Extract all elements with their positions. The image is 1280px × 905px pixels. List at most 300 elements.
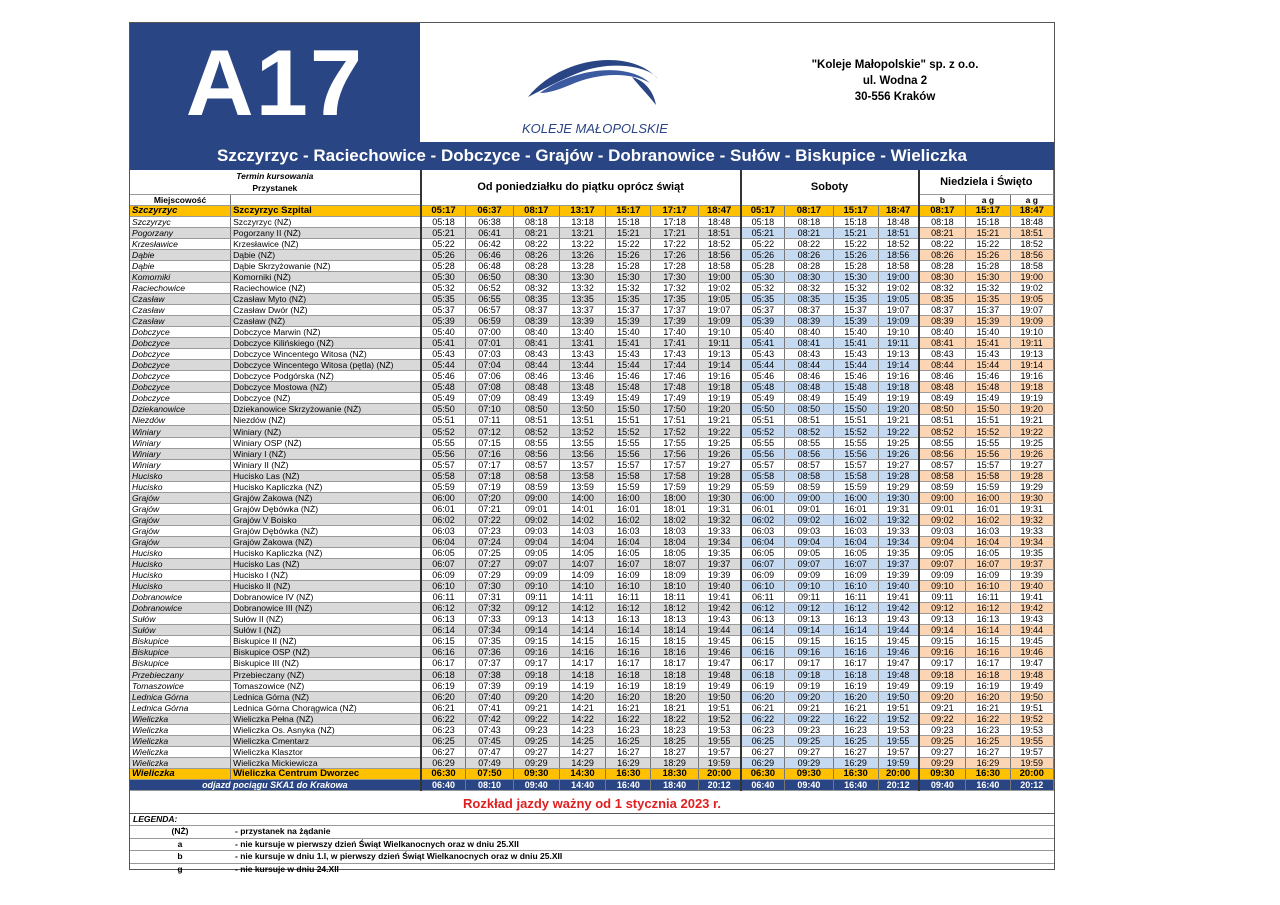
time-cell: 18:16 [651,647,698,658]
time-cell: 16:07 [833,559,878,570]
time-cell: 17:49 [651,393,698,404]
stop-cell: Biskupice III (NŻ) [231,658,421,669]
locality-cell: Dobczyce [130,327,231,338]
time-cell: 07:08 [466,382,513,393]
time-cell: 16:29 [966,757,1010,768]
time-cell: 15:58 [966,470,1010,481]
time-cell: 15:17 [833,205,878,216]
time-cell: 14:13 [559,614,605,625]
time-cell: 07:32 [466,603,513,614]
time-cell: 09:01 [513,503,559,514]
time-cell: 19:50 [698,691,740,702]
time-cell: 19:45 [698,636,740,647]
time-cell: 08:30 [785,271,833,282]
time-cell: 13:52 [559,426,605,437]
time-cell: 16:25 [606,735,651,746]
locality-cell: Wieliczka [130,724,231,735]
time-cell: 19:00 [1010,271,1053,282]
time-cell: 14:12 [559,603,605,614]
time-cell: 19:48 [698,669,740,680]
stop-cell: Biskupice OSP (NŻ) [231,647,421,658]
time-cell: 19:53 [878,724,918,735]
time-cell: 19:48 [878,669,918,680]
train-time-cell: 06:40 [421,779,466,790]
train-time-cell: 06:40 [741,779,785,790]
time-cell: 06:30 [421,768,466,779]
time-cell: 13:58 [559,470,605,481]
time-cell: 18:02 [651,514,698,525]
time-cell: 13:18 [559,216,605,227]
time-cell: 05:50 [421,404,466,415]
time-cell: 08:37 [513,304,559,315]
time-cell: 19:40 [878,581,918,592]
time-cell: 15:39 [606,316,651,327]
time-cell: 16:02 [606,514,651,525]
time-cell: 18:04 [651,536,698,547]
time-cell: 07:37 [466,658,513,669]
time-cell: 09:05 [785,548,833,559]
time-cell: 09:02 [513,514,559,525]
time-cell: 15:56 [606,448,651,459]
time-cell: 18:20 [651,691,698,702]
time-cell: 08:46 [785,371,833,382]
time-cell: 16:22 [606,713,651,724]
time-cell: 05:50 [741,404,785,415]
time-cell: 05:18 [421,216,466,227]
time-cell: 18:10 [651,581,698,592]
stop-cell: Winiary (NŻ) [231,426,421,437]
stop-cell: Winiary OSP (NŻ) [231,437,421,448]
time-cell: 06:03 [421,525,466,536]
time-cell: 16:13 [606,614,651,625]
stop-cell: Dąbie (NŻ) [231,249,421,260]
time-cell: 19:53 [698,724,740,735]
time-cell: 15:35 [966,293,1010,304]
locality-cell: Wieliczka [130,735,231,746]
time-cell: 18:15 [651,636,698,647]
time-cell: 17:40 [651,327,698,338]
logo-wordmark: KOLEJE MAŁOPOLSKIE [522,121,668,136]
time-cell: 18:21 [651,702,698,713]
time-cell: 15:43 [966,349,1010,360]
time-cell: 08:43 [513,349,559,360]
time-cell: 16:25 [833,735,878,746]
time-cell: 06:11 [741,592,785,603]
time-cell: 16:21 [606,702,651,713]
time-cell: 15:37 [966,304,1010,315]
time-cell: 19:18 [1010,382,1053,393]
time-cell: 08:41 [919,338,966,349]
time-cell: 09:18 [785,669,833,680]
time-cell: 07:30 [466,581,513,592]
time-cell: 15:52 [833,426,878,437]
time-cell: 06:30 [741,768,785,779]
locality-cell: Sułów [130,625,231,636]
time-cell: 09:22 [785,713,833,724]
time-cell: 14:09 [559,570,605,581]
time-cell: 19:49 [878,680,918,691]
time-cell: 18:18 [651,669,698,680]
time-cell: 15:59 [606,481,651,492]
time-cell: 15:57 [833,459,878,470]
time-cell: 09:02 [919,514,966,525]
time-cell: 19:47 [1010,658,1053,669]
time-cell: 19:59 [698,757,740,768]
time-cell: 18:13 [651,614,698,625]
stop-cell: Dobczyce (NŻ) [231,393,421,404]
time-cell: 05:40 [741,327,785,338]
locality-label: Miejscowość [130,194,231,205]
time-cell: 05:56 [421,448,466,459]
time-cell: 17:51 [651,415,698,426]
time-cell: 06:52 [466,282,513,293]
time-cell: 15:18 [833,216,878,227]
time-cell: 16:20 [606,691,651,702]
locality-cell: Szczyrzyc [130,205,231,216]
timetable-row [130,746,1054,757]
stop-cell: Dziekanowice Skrzyżowanie (NŻ) [231,404,421,415]
time-cell: 18:51 [698,227,740,238]
timetable-row [130,625,1054,636]
stop-cell: Hucisko II (NŻ) [231,581,421,592]
time-cell: 08:46 [513,371,559,382]
time-cell: 08:52 [785,426,833,437]
time-cell: 08:50 [919,404,966,415]
time-cell: 05:28 [421,260,466,271]
time-cell: 19:40 [698,581,740,592]
timetable-row [130,260,1054,271]
line-number: A17 [185,30,365,135]
time-cell: 15:59 [966,481,1010,492]
time-cell: 17:55 [651,437,698,448]
time-cell: 19:27 [698,459,740,470]
time-cell: 18:56 [698,249,740,260]
time-cell: 16:30 [833,768,878,779]
time-cell: 15:55 [833,437,878,448]
time-cell: 19:13 [878,349,918,360]
time-cell: 06:22 [421,713,466,724]
time-cell: 08:40 [513,327,559,338]
stop-cell: Wieliczka Mickiewicza [231,757,421,768]
time-cell: 15:50 [966,404,1010,415]
time-cell: 16:15 [606,636,651,647]
legend-text: - nie kursuje w dniu 1.I, w pierwszy dzień Świąt Wielkanocnych oraz w dniu 25.XII [235,851,563,861]
time-cell: 09:03 [919,525,966,536]
time-cell: 09:23 [513,724,559,735]
stop-cell: Lednica Górna (NŻ) [231,691,421,702]
time-cell: 09:02 [785,514,833,525]
time-cell: 17:28 [651,260,698,271]
locality-cell: Niezdów [130,415,231,426]
train-time-cell: 14:40 [559,779,605,790]
time-cell: 05:21 [741,227,785,238]
time-cell: 05:17 [421,205,466,216]
time-cell: 13:48 [559,382,605,393]
locality-cell: Dobranowice [130,592,231,603]
time-cell: 08:21 [513,227,559,238]
time-cell: 13:35 [559,293,605,304]
timetable-row [130,757,1054,768]
timetable-row [130,205,1054,216]
time-cell: 05:39 [741,316,785,327]
time-cell: 07:19 [466,481,513,492]
time-cell: 19:39 [1010,570,1053,581]
timetable-row [130,316,1054,327]
time-cell: 09:15 [785,636,833,647]
time-cell: 06:04 [421,536,466,547]
time-cell: 06:10 [741,581,785,592]
time-cell: 06:02 [421,514,466,525]
timetable-row [130,459,1054,470]
time-cell: 15:17 [606,205,651,216]
time-cell: 15:51 [606,415,651,426]
time-cell: 16:00 [833,492,878,503]
time-cell: 19:57 [878,746,918,757]
train-time-cell: 08:10 [466,779,513,790]
time-cell: 08:56 [919,448,966,459]
time-cell: 19:43 [1010,614,1053,625]
time-cell: 09:04 [513,536,559,547]
time-cell: 15:50 [833,404,878,415]
time-cell: 09:20 [785,691,833,702]
time-cell: 09:30 [919,768,966,779]
time-cell: 16:23 [833,724,878,735]
timetable-row [130,503,1054,514]
time-cell: 16:29 [606,757,651,768]
time-cell: 15:18 [606,216,651,227]
time-cell: 19:34 [1010,536,1053,547]
time-cell: 19:11 [878,338,918,349]
time-cell: 14:18 [559,669,605,680]
stop-cell: Hucisko Las (NŻ) [231,559,421,570]
legend-item [130,825,1054,838]
legend [130,813,1054,875]
time-cell: 14:14 [559,625,605,636]
time-cell: 06:27 [741,746,785,757]
time-cell: 05:44 [741,360,785,371]
stop-cell: Sułów I (NŻ) [231,625,421,636]
time-cell: 19:02 [878,282,918,293]
time-cell: 15:39 [966,316,1010,327]
time-cell: 18:25 [651,735,698,746]
time-cell: 19:10 [878,327,918,338]
time-cell: 19:22 [1010,426,1053,437]
time-cell: 07:22 [466,514,513,525]
time-cell: 05:58 [421,470,466,481]
time-cell: 13:46 [559,371,605,382]
stop-cell: Dąbie Skrzyżowanie (NŻ) [231,260,421,271]
time-cell: 16:09 [833,570,878,581]
time-cell: 06:22 [741,713,785,724]
time-cell: 16:12 [606,603,651,614]
time-cell: 19:45 [1010,636,1053,647]
timetable-row [130,570,1054,581]
time-cell: 19:32 [878,514,918,525]
time-cell: 20:00 [878,768,918,779]
time-cell: 19:28 [1010,470,1053,481]
time-cell: 08:51 [785,415,833,426]
time-cell: 16:00 [606,492,651,503]
time-cell: 09:15 [513,636,559,647]
company-name: "Koleje Małopolskie" sp. z o.o. [811,59,979,71]
train-time-cell: 16:40 [966,779,1010,790]
stop-cell: Dobranowice IV (NŻ) [231,592,421,603]
locality-cell: Lednica Górna [130,702,231,713]
time-cell: 06:21 [741,702,785,713]
time-cell: 15:52 [606,426,651,437]
time-cell: 07:15 [466,437,513,448]
time-cell: 19:59 [878,757,918,768]
time-cell: 15:32 [966,282,1010,293]
timetable [130,170,1054,791]
timetable-row [130,735,1054,746]
time-cell: 05:59 [741,481,785,492]
time-cell: 07:06 [466,371,513,382]
time-cell: 09:00 [785,492,833,503]
time-cell: 06:12 [421,603,466,614]
time-cell: 06:00 [741,492,785,503]
time-cell: 09:21 [513,702,559,713]
time-cell: 08:18 [785,216,833,227]
time-cell: 06:13 [421,614,466,625]
time-cell: 16:03 [966,525,1010,536]
stop-label: Przystanek [130,182,421,194]
time-cell: 06:23 [421,724,466,735]
time-cell: 06:29 [421,757,466,768]
time-cell: 19:49 [698,680,740,691]
time-cell: 14:23 [559,724,605,735]
time-cell: 09:14 [785,625,833,636]
sunday-header: Niedziela i Święto [919,170,1054,194]
time-cell: 18:52 [1010,238,1053,249]
time-cell: 16:27 [606,746,651,757]
time-cell: 19:14 [1010,360,1053,371]
time-cell: 19:41 [698,592,740,603]
time-cell: 09:17 [785,658,833,669]
time-cell: 08:52 [513,426,559,437]
time-cell: 06:13 [741,614,785,625]
time-cell: 07:21 [466,503,513,514]
time-cell: 13:44 [559,360,605,371]
time-cell: 15:18 [966,216,1010,227]
time-cell: 09:17 [513,658,559,669]
time-cell: 09:16 [919,647,966,658]
time-cell: 14:29 [559,757,605,768]
time-cell: 08:21 [785,227,833,238]
time-cell: 18:05 [651,548,698,559]
time-cell: 08:57 [513,459,559,470]
locality-cell: Dobczyce [130,360,231,371]
time-cell: 13:55 [559,437,605,448]
time-cell: 15:21 [833,227,878,238]
time-cell: 07:17 [466,459,513,470]
time-cell: 08:55 [513,437,559,448]
timetable-row [130,371,1054,382]
time-cell: 13:59 [559,481,605,492]
time-cell: 06:18 [421,669,466,680]
stop-cell: Czasław (NŻ) [231,316,421,327]
time-cell: 16:14 [833,625,878,636]
time-cell: 05:41 [741,338,785,349]
time-cell: 16:17 [966,658,1010,669]
time-cell: 18:48 [698,216,740,227]
time-cell: 15:37 [833,304,878,315]
time-cell: 19:51 [878,702,918,713]
time-cell: 09:05 [919,548,966,559]
time-cell: 19:43 [878,614,918,625]
time-cell: 16:23 [606,724,651,735]
time-cell: 07:12 [466,426,513,437]
time-cell: 09:22 [513,713,559,724]
time-cell: 13:49 [559,393,605,404]
time-cell: 06:04 [741,536,785,547]
time-cell: 19:09 [878,316,918,327]
locality-cell: Wieliczka [130,768,231,779]
time-cell: 17:37 [651,304,698,315]
sunday-note-1: b [919,194,966,205]
time-cell: 19:51 [1010,702,1053,713]
time-cell: 16:04 [966,536,1010,547]
time-cell: 16:01 [606,503,651,514]
stop-cell: Grajów Dębówka (NŻ) [231,503,421,514]
time-cell: 08:49 [919,393,966,404]
time-cell: 09:00 [513,492,559,503]
time-cell: 19:33 [878,525,918,536]
time-cell: 08:18 [919,216,966,227]
time-cell: 08:44 [513,360,559,371]
time-cell: 19:26 [1010,448,1053,459]
time-cell: 16:17 [606,658,651,669]
time-cell: 19:50 [1010,691,1053,702]
locality-cell: Hucisko [130,559,231,570]
time-cell: 08:40 [919,327,966,338]
time-cell: 19:49 [1010,680,1053,691]
time-cell: 06:14 [421,625,466,636]
train-connection-row [130,779,1054,790]
time-cell: 09:19 [919,680,966,691]
time-cell: 14:17 [559,658,605,669]
time-cell: 19:05 [878,293,918,304]
time-cell: 07:09 [466,393,513,404]
time-cell: 19:52 [698,713,740,724]
time-cell: 08:43 [919,349,966,360]
time-cell: 19:37 [878,559,918,570]
stop-cell: Tomaszowice (NŻ) [231,680,421,691]
time-cell: 09:05 [513,548,559,559]
time-cell: 06:41 [466,227,513,238]
time-cell: 08:41 [513,338,559,349]
time-cell: 15:26 [606,249,651,260]
time-cell: 19:14 [878,360,918,371]
time-cell: 19:31 [1010,503,1053,514]
time-cell: 15:52 [966,426,1010,437]
time-cell: 09:09 [919,570,966,581]
time-cell: 05:40 [421,327,466,338]
time-cell: 19:25 [1010,437,1053,448]
timetable-row [130,448,1054,459]
timetable-row [130,536,1054,547]
time-cell: 09:18 [513,669,559,680]
time-cell: 19:46 [878,647,918,658]
sunday-note-3: a g [1010,194,1053,205]
time-cell: 16:23 [966,724,1010,735]
time-cell: 19:35 [878,548,918,559]
time-cell: 09:03 [785,525,833,536]
time-cell: 19:28 [878,470,918,481]
time-cell: 18:47 [1010,205,1053,216]
time-cell: 06:11 [421,592,466,603]
time-cell: 13:17 [559,205,605,216]
